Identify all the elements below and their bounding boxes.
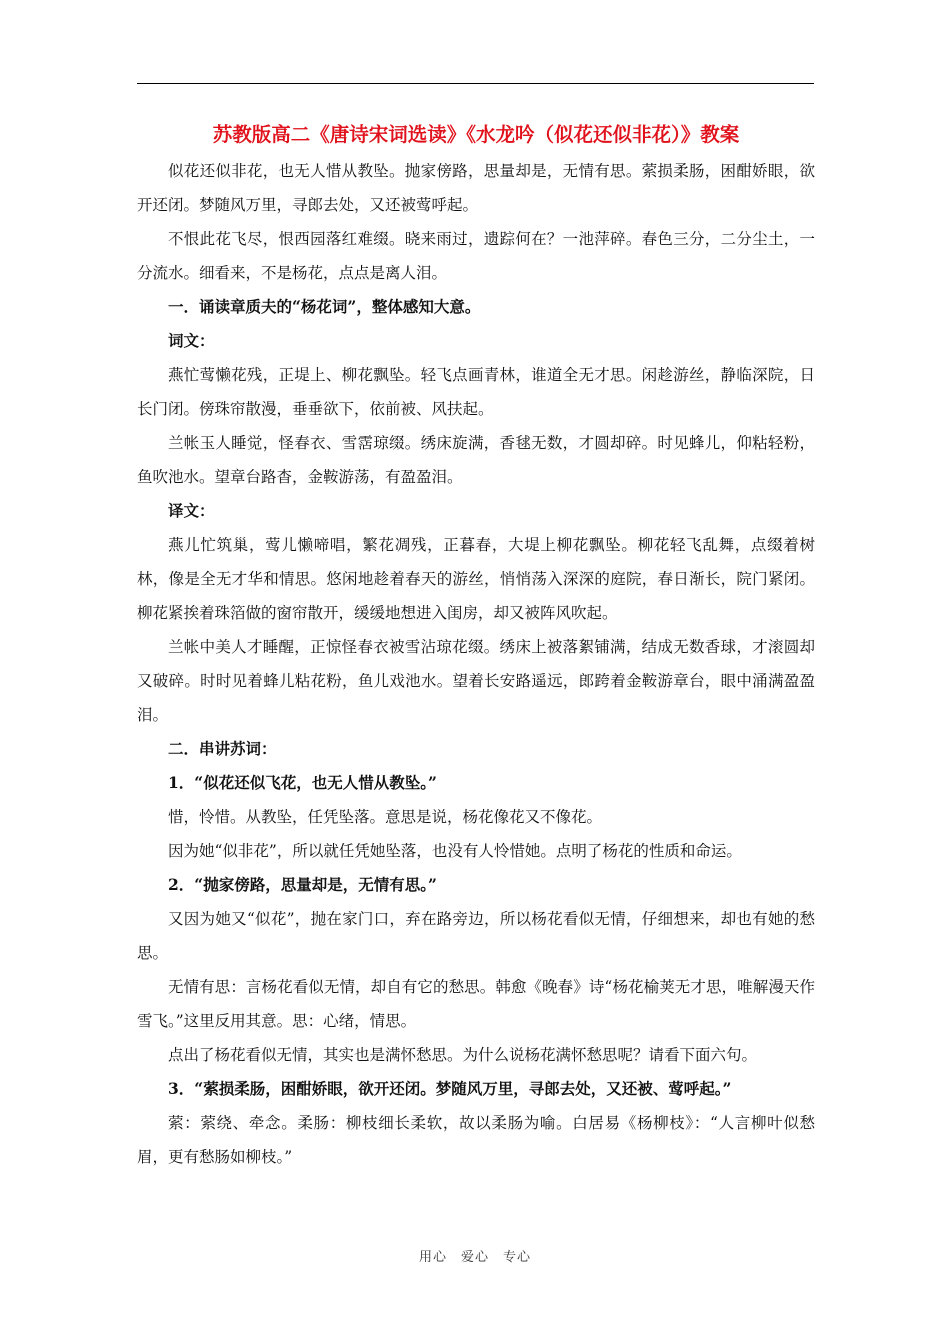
paragraph: 兰帐中美人才睡醒，正惊怪春衣被雪沾琼花缀。绣床上被落絮铺满，结成无数香球，才滚圆却又破碎。时时见着蜂儿粘花粉，鱼儿戏池水。望着长安路遥远，郎跨着金鞍游章台，眼中涌满盈盈泪。 bbox=[137, 638, 815, 724]
paragraph: 燕忙莺懒花残，正堤上、柳花飘坠。轻飞点画青林，谁道全无才思。闲趁游丝，静临深院，日长门闭。傍珠帘散漫，垂垂欲下，依前被、风扶起。 bbox=[137, 366, 815, 418]
section-heading: 一．诵读章质夫的“杨花词”，整体感知大意。 bbox=[168, 297, 481, 316]
section-heading: 译文： bbox=[168, 501, 215, 520]
paragraph: 因为她“似非花”，所以就任凭她坠落，也没有人怜惜她。点明了杨花的性质和命运。 bbox=[168, 842, 742, 860]
header-rule bbox=[137, 83, 814, 84]
section-heading: 二．串讲苏词： bbox=[168, 739, 277, 758]
paragraph: 似花还似非花，也无人惜从教坠。抛家傍路，思量却是，无情有思。萦损柔肠，困酣娇眼，欲开还闭。梦随风万里，寻郎去处，又还被莺呼起。 bbox=[137, 162, 815, 214]
paragraph: 不恨此花飞尽，恨西园落红难缀。晓来雨过，遗踪何在？一池萍碎。春色三分，二分尘土，一分流水。细看来，不是杨花，点点是离人泪。 bbox=[137, 230, 815, 282]
document-body bbox=[137, 118, 815, 1174]
paragraph: 燕儿忙筑巢，莺儿懒啼唱，繁花凋残，正暮春，大堤上柳花飘坠。柳花轻飞乱舞，点缀着树林，像是全无才华和情思。悠闲地趁着春天的游丝，悄悄荡入深深的庭院，春日渐长，院门紧闭。柳花紧挨着珠箔做的窗帘散开，缓缓地想进入闺房，却又被阵风吹起。 bbox=[137, 536, 815, 622]
section-heading: 1．“似花还似飞花，也无人惜从教坠。” bbox=[168, 773, 437, 792]
paragraph: 又因为她又“似花”，抛在家门口，弃在路旁边，所以杨花看似无情，仔细想来，却也有她的愁思。 bbox=[137, 910, 815, 962]
paragraph: 兰帐玉人睡觉，怪春衣、雪霑琼缀。绣床旋满，香毬无数，才圆却碎。时见蜂儿，仰粘轻粉，鱼吹池水。望章台路杳，金鞍游荡，有盈盈泪。 bbox=[137, 434, 815, 486]
section-heading: 词文： bbox=[168, 331, 215, 350]
section-heading: 2．“抛家傍路，思量却是，无情有思。” bbox=[168, 875, 437, 894]
paragraph-list bbox=[137, 154, 815, 1174]
paragraph: 萦：萦绕、牵念。柔肠：柳枝细长柔软，故以柔肠为喻。白居易《杨柳枝》：“人言柳叶似愁眉，更有愁肠如柳枝。” bbox=[137, 1114, 815, 1166]
page-footer: 用心 爱心 专心 bbox=[418, 1250, 531, 1265]
paragraph: 惜，怜惜。从教坠，任凭坠落。意思是说，杨花像花又不像花。 bbox=[168, 808, 603, 826]
document-title: 苏教版高二《唐诗宋词选读》《水龙吟（似花还似非花）》教案 bbox=[212, 123, 740, 146]
section-heading: 3．“萦损柔肠，困酣娇眼，欲开还闭。梦随风万里，寻郎去处，又还被、莺呼起。” bbox=[168, 1079, 732, 1098]
paragraph: 点出了杨花看似无情，其实也是满怀愁思。为什么说杨花满怀愁思呢？请看下面六句。 bbox=[168, 1046, 758, 1064]
paragraph: 无情有思：言杨花看似无情，却自有它的愁思。韩愈《晚春》诗“杨花榆荚无才思，唯解漫天作雪飞。”这里反用其意。思：心绪，情思。 bbox=[137, 978, 815, 1030]
